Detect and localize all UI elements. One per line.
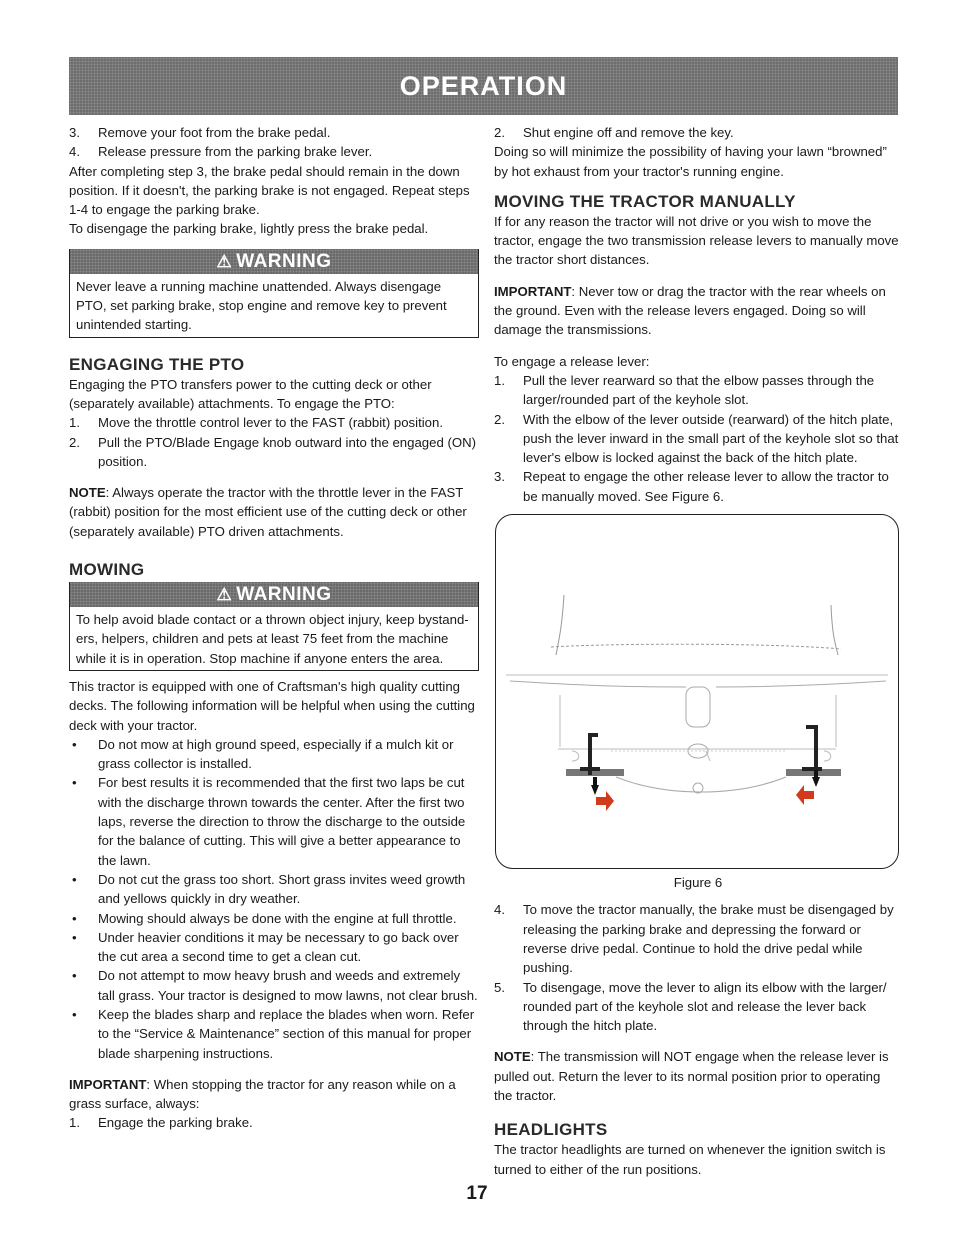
step-item: 4. To move the tractor manually, the brake must be disengaged by releasing the parking brake and depressing the forward or reverse drive pedal. Continue to hold the drive pedal while pushing.	[494, 902, 894, 976]
page-number: 17	[466, 1183, 488, 1204]
step-item: 4. Release pressure from the parking brake lever.	[69, 144, 373, 160]
step-item: 2. Shut engine off and remove the key.	[494, 125, 734, 140]
warning-box	[69, 582, 479, 671]
note-paragraph: NOTE: Always operate the tractor with the throttle lever in the FAST (rabbit) position for the most efficient use of the cutting deck or other (separately available) PTO driven attachments.	[69, 485, 467, 539]
warning-text: Never leave a running machine unattended. Always disengage PTO, set parking brake, stop engine and remove key to prevent unintended starting.	[76, 278, 447, 333]
paragraph: Engaging the PTO transfers power to the cutting deck or other (separately available) attachments. To engage the PTO:	[69, 376, 432, 411]
bullet-item: • Keep the blades sharp and replace the blades when worn. Refer to the “Service & Maintenance” section of this manual for proper blade sharpening instructions.	[72, 1006, 475, 1061]
important-paragraph: IMPORTANT: When stopping the tractor for any reason while on a grass surface, always:	[69, 1076, 456, 1112]
figure-6-illustration	[495, 514, 899, 869]
paragraph: This tractor is equipped with one of Craftsman's high quality cutting decks. The following information will be helpful when using the cutting deck with your tractor.	[69, 678, 475, 733]
bullet-item: • Do not cut the grass too short. Short grass invites weed growth and yellows quickly in dry weather.	[72, 871, 466, 907]
warning-text: To help avoid blade contact or a thrown object injury, keep bystanders, helpers, children and pets at least 75 feet from the machine while it is in operation. Stop machine if anyone enters the area.	[76, 612, 469, 666]
paragraph: To disengage the parking brake, lightly press the brake pedal.	[69, 221, 429, 237]
step-item: 5. To disengage, move the lever to align its elbow with the larger/ rounded part of the keyhole slot and release the lever back through the hitch plate.	[494, 979, 887, 1034]
heading-headlights: HEADLIGHTS	[494, 1120, 608, 1140]
paragraph: Doing so will minimize the possibility of having your lawn “browned” by hot exhaust from your tractor's running engine.	[494, 144, 887, 179]
step-item: 3. Remove your foot from the brake pedal.	[69, 125, 331, 140]
section-banner	[69, 57, 898, 115]
step-item: 1. Engage the parking brake.	[69, 1115, 253, 1131]
bullet-item: • Do not attempt to mow heavy brush and weeds and extremely tall grass. Your tractor is designed to mow lawns, not clear brush.	[72, 968, 478, 1003]
figure-caption: Figure 6	[673, 875, 723, 891]
heading-moving-tractor: MOVING THE TRACTOR MANUALLY	[494, 191, 796, 211]
bullet-item: • Do not mow at high ground speed, especially if a mulch kit or grass collector is installed.	[72, 736, 454, 772]
left-column	[69, 123, 479, 1133]
warning-header: ⚠ WARNING	[70, 582, 478, 607]
warning-box	[69, 249, 479, 338]
bullet-item: • For best results it is recommended that the first two laps be cut with the discharge thrown towards the center. After the first two laps, reverse the direction to throw the discharge to the outside for the balance of cutting. This will give a better appearance to the lawn.	[72, 775, 466, 868]
step-item: 1. Move the throttle control lever to the FAST (rabbit) position.	[69, 415, 443, 431]
paragraph: The tractor headlights are turned on whenever the ignition switch is turned to either of the run positions.	[494, 1142, 886, 1177]
section-title: OPERATION	[399, 70, 568, 101]
release-lever-diagram	[496, 515, 897, 867]
note-paragraph: NOTE: The transmission will NOT engage when the release lever is pulled out. Return the lever to its normal position prior to operating the tractor.	[494, 1049, 889, 1104]
bullet-item: • Mowing should always be done with the engine at full throttle.	[72, 910, 457, 926]
bullet-item: • Under heavier conditions it may be necessary to go back over the cut area a second time to get a clean cut.	[72, 929, 459, 965]
step-item: 2. Pull the PTO/Blade Engage knob outward into the engaged (ON) position.	[69, 434, 477, 469]
warning-triangle-icon: ⚠	[216, 251, 233, 271]
heading-mowing: MOWING	[69, 560, 145, 580]
step-item: 2. With the elbow of the lever outside (rearward) of the hitch plate, push the lever inward in the small part of the keyhole slot so that lever's elbow is locked against the back of the hitch plate.	[494, 411, 899, 466]
important-paragraph: IMPORTANT: Never tow or drag the tractor with the rear wheels on the ground. Even with the release levers engaged. Doing so will damage the transmissions.	[494, 283, 886, 338]
paragraph: If for any reason the tractor will not drive or you wish to move the tractor, engage the two transmission release levers to manually move the tractor short distances.	[494, 213, 899, 268]
heading-engaging-pto: ENGAGING THE PTO	[69, 354, 245, 374]
warning-triangle-icon: ⚠	[216, 584, 233, 604]
right-column	[494, 123, 902, 1179]
step-item: 1. Pull the lever rearward so that the elbow passes through the larger/rounded part of the keyhole slot.	[494, 372, 875, 408]
step-item: 3. Repeat to engage the other release lever to allow the tractor to be manually moved. See Figure 6.	[494, 469, 889, 504]
paragraph: To engage a release lever:	[494, 353, 650, 369]
paragraph: After completing step 3, the brake pedal should remain in the down position. If it doesn't, the parking brake is not engaged. Repeat steps 1-4 to engage the parking brake.	[69, 163, 470, 218]
warning-header: ⚠ WARNING	[70, 249, 478, 274]
